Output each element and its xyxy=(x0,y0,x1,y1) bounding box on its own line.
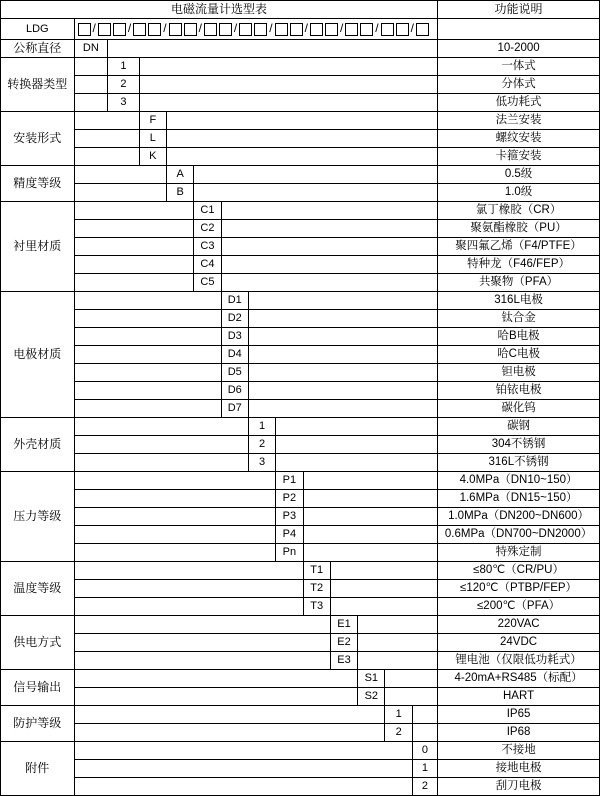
spacer xyxy=(139,94,437,112)
model-box xyxy=(325,23,338,36)
spacer xyxy=(358,652,438,670)
spacer xyxy=(74,292,221,310)
option-code: P1 xyxy=(276,472,303,490)
option-desc: 不接地 xyxy=(438,742,600,760)
option-desc: 一体式 xyxy=(438,58,600,76)
option-desc: 卡箍安装 xyxy=(438,148,600,166)
option-desc: 钛合金 xyxy=(438,310,600,328)
spacer xyxy=(248,310,437,328)
spacer xyxy=(74,634,330,652)
option-code: L xyxy=(139,130,166,148)
spacer xyxy=(303,544,438,562)
spacer xyxy=(74,706,385,724)
spacer xyxy=(385,670,438,688)
option-code: D3 xyxy=(221,328,248,346)
option-desc: 1.6MPa（DN15~150） xyxy=(438,490,600,508)
spacer xyxy=(74,58,108,76)
option-code: C1 xyxy=(194,202,221,220)
table-row xyxy=(1,706,600,724)
option-code: 2 xyxy=(385,724,412,742)
table-row xyxy=(1,742,600,760)
model-desc-blank xyxy=(438,19,600,40)
table-row xyxy=(1,382,600,400)
model-box xyxy=(254,23,267,36)
spacer xyxy=(276,436,438,454)
model-box xyxy=(360,23,373,36)
spacer xyxy=(248,292,437,310)
table-row xyxy=(1,328,600,346)
spacer xyxy=(139,76,437,94)
model-box xyxy=(133,23,146,36)
option-code: T2 xyxy=(303,580,330,598)
row-label: 附件 xyxy=(1,742,75,796)
spacer xyxy=(194,166,438,184)
table-row xyxy=(1,724,600,742)
option-desc: 碳化钨 xyxy=(438,400,600,418)
spacer xyxy=(248,400,437,418)
table-title-row xyxy=(1,1,600,19)
option-desc: 共聚物（PFA） xyxy=(438,274,600,292)
row-label: 外壳材质 xyxy=(1,418,75,472)
spacer xyxy=(139,58,437,76)
table-row xyxy=(1,400,600,418)
spacer xyxy=(74,274,194,292)
option-code: S1 xyxy=(358,670,385,688)
model-separator: / xyxy=(339,21,344,36)
model-box xyxy=(219,23,232,36)
row-label: 公称直径 xyxy=(1,40,75,58)
spacer xyxy=(248,346,437,364)
spacer xyxy=(385,688,438,706)
option-desc: 聚四氟乙烯（F4/PTFE） xyxy=(438,238,600,256)
row-label: 防护等级 xyxy=(1,706,75,742)
model-boxes-cell xyxy=(74,19,438,40)
row-label: 信号输出 xyxy=(1,670,75,706)
table-row xyxy=(1,220,600,238)
model-box xyxy=(381,23,394,36)
table-row xyxy=(1,634,600,652)
option-code: 2 xyxy=(412,778,437,796)
table-row xyxy=(1,688,600,706)
row-label: 衬里材质 xyxy=(1,202,75,292)
table-row xyxy=(1,94,600,112)
option-desc: 24VDC xyxy=(438,634,600,652)
option-desc: 锂电池（仅限低功耗式） xyxy=(438,652,600,670)
option-code: 3 xyxy=(248,454,275,472)
option-desc: 刮刀电极 xyxy=(438,778,600,796)
option-code: F xyxy=(139,112,166,130)
spacer xyxy=(74,454,248,472)
option-desc: 碳钢 xyxy=(438,418,600,436)
table-row xyxy=(1,490,600,508)
spacer xyxy=(74,112,139,130)
option-code: S2 xyxy=(358,688,385,706)
model-box xyxy=(239,23,252,36)
spacer xyxy=(166,112,437,130)
function-column-title: 功能说明 xyxy=(438,1,600,19)
option-code: E1 xyxy=(330,616,357,634)
row-label: 安装形式 xyxy=(1,112,75,166)
spacer xyxy=(74,382,221,400)
table-row xyxy=(1,364,600,382)
option-code: E2 xyxy=(330,634,357,652)
table-row xyxy=(1,58,600,76)
table-row xyxy=(1,346,600,364)
option-desc: IP68 xyxy=(438,724,600,742)
option-code: 0 xyxy=(412,742,437,760)
spacer xyxy=(248,328,437,346)
table-row xyxy=(1,526,600,544)
option-desc: 低功耗式 xyxy=(438,94,600,112)
table-row xyxy=(1,418,600,436)
option-desc: 10-2000 xyxy=(438,40,600,58)
model-separator: / xyxy=(269,21,273,36)
spacer xyxy=(194,184,438,202)
table-row xyxy=(1,256,600,274)
option-desc: 氯丁橡胶（CR） xyxy=(438,202,600,220)
table-row xyxy=(1,580,600,598)
option-code: 3 xyxy=(108,94,140,112)
option-desc: 316L不锈钢 xyxy=(438,454,600,472)
table-row xyxy=(1,508,600,526)
option-code: D2 xyxy=(221,310,248,328)
model-separator: / xyxy=(198,21,202,36)
model-box xyxy=(310,23,323,36)
option-desc: 哈C电极 xyxy=(438,346,600,364)
row-label: 压力等级 xyxy=(1,472,75,562)
table-row xyxy=(1,616,600,634)
table-row xyxy=(1,436,600,454)
option-desc: IP65 xyxy=(438,706,600,724)
spacer xyxy=(74,670,358,688)
table-row xyxy=(1,760,600,778)
spacer xyxy=(412,724,437,742)
spacer xyxy=(74,472,276,490)
model-box xyxy=(98,23,111,36)
spacer xyxy=(74,202,194,220)
option-code: T1 xyxy=(303,562,330,580)
spacer xyxy=(303,472,438,490)
model-string-row xyxy=(1,19,600,40)
option-code: P4 xyxy=(276,526,303,544)
option-desc: 螺纹安装 xyxy=(438,130,600,148)
option-desc: 316L电极 xyxy=(438,292,600,310)
row-label: 温度等级 xyxy=(1,562,75,616)
option-code: 1 xyxy=(108,58,140,76)
model-separator: / xyxy=(375,21,379,36)
table-row xyxy=(1,292,600,310)
option-code: T3 xyxy=(303,598,330,616)
option-desc: ≤80℃（CR/PU） xyxy=(438,562,600,580)
model-separator: / xyxy=(410,21,414,36)
table-row xyxy=(1,40,600,58)
option-desc: 0.6MPa（DN700~DN2000） xyxy=(438,526,600,544)
option-code: DN xyxy=(74,40,108,58)
option-desc: 1.0MPa（DN200~DN600） xyxy=(438,508,600,526)
spacer xyxy=(74,436,248,454)
table-row xyxy=(1,472,600,490)
option-code: D7 xyxy=(221,400,248,418)
spacer xyxy=(74,184,166,202)
table-row xyxy=(1,544,600,562)
model-box xyxy=(113,23,126,36)
model-box xyxy=(78,23,91,36)
spacer xyxy=(248,364,437,382)
table-row xyxy=(1,238,600,256)
model-box xyxy=(275,23,288,36)
spacer xyxy=(74,364,221,382)
row-label: 精度等级 xyxy=(1,166,75,202)
spacer xyxy=(74,328,221,346)
table-row xyxy=(1,148,600,166)
option-code: 1 xyxy=(412,760,437,778)
option-code: P3 xyxy=(276,508,303,526)
option-code: D6 xyxy=(221,382,248,400)
spacer xyxy=(221,238,438,256)
option-code: D5 xyxy=(221,364,248,382)
option-desc: 220VAC xyxy=(438,616,600,634)
table-row xyxy=(1,130,600,148)
option-desc: HART xyxy=(438,688,600,706)
model-separator: / xyxy=(92,21,96,36)
spacer xyxy=(330,580,437,598)
spacer xyxy=(358,634,438,652)
option-desc: 接地电极 xyxy=(438,760,600,778)
table-row xyxy=(1,274,600,292)
spacer xyxy=(74,490,276,508)
spacer xyxy=(74,418,248,436)
spacer xyxy=(74,238,194,256)
table-row xyxy=(1,310,600,328)
option-code: 2 xyxy=(248,436,275,454)
spacer xyxy=(412,706,437,724)
spacer xyxy=(74,76,108,94)
option-desc: 特种龙（F46/FEP） xyxy=(438,256,600,274)
spacer xyxy=(74,778,412,796)
table-row xyxy=(1,778,600,796)
option-desc: 4-20mA+RS485（标配） xyxy=(438,670,600,688)
option-desc: 分体式 xyxy=(438,76,600,94)
model-box xyxy=(148,23,161,36)
table-row xyxy=(1,76,600,94)
option-desc: ≤200℃（PFA） xyxy=(438,598,600,616)
table-row xyxy=(1,670,600,688)
model-box-sequence xyxy=(75,19,438,39)
spacer xyxy=(330,598,437,616)
spacer xyxy=(74,544,276,562)
spacer xyxy=(358,616,438,634)
model-box xyxy=(345,23,358,36)
table-row xyxy=(1,652,600,670)
spacer xyxy=(74,256,194,274)
model-prefix: LDG xyxy=(1,19,75,40)
model-box xyxy=(184,23,197,36)
option-code: 1 xyxy=(248,418,275,436)
option-code: C2 xyxy=(194,220,221,238)
option-code: D1 xyxy=(221,292,248,310)
spacer xyxy=(74,400,221,418)
model-box xyxy=(416,23,429,36)
table-row xyxy=(1,202,600,220)
option-code: B xyxy=(166,184,193,202)
spacer xyxy=(330,562,437,580)
option-desc: 哈B电极 xyxy=(438,328,600,346)
spacer xyxy=(276,418,438,436)
row-label: 转换器类型 xyxy=(1,58,75,112)
row-label: 供电方式 xyxy=(1,616,75,670)
table-row xyxy=(1,112,600,130)
spacer xyxy=(74,598,303,616)
spacer xyxy=(74,580,303,598)
spacer xyxy=(74,94,108,112)
model-separator: / xyxy=(233,21,238,36)
spacer xyxy=(74,616,330,634)
table-row xyxy=(1,166,600,184)
spacer xyxy=(221,256,438,274)
model-box xyxy=(290,23,303,36)
spacer xyxy=(303,490,438,508)
option-desc: 聚氨酯橡胶（PU） xyxy=(438,220,600,238)
spacer xyxy=(74,652,330,670)
spacer xyxy=(221,220,438,238)
table-row xyxy=(1,562,600,580)
spacer xyxy=(303,526,438,544)
model-separator: / xyxy=(127,21,132,36)
spacer xyxy=(74,220,194,238)
spacer xyxy=(166,130,437,148)
spacer xyxy=(221,274,438,292)
model-separator: / xyxy=(163,21,167,36)
spacer xyxy=(303,508,438,526)
option-desc: 0.5级 xyxy=(438,166,600,184)
option-code: K xyxy=(139,148,166,166)
spacer xyxy=(74,688,358,706)
spacer xyxy=(74,310,221,328)
row-label: 电极材质 xyxy=(1,292,75,418)
spacer xyxy=(74,148,139,166)
option-code: C4 xyxy=(194,256,221,274)
option-code: E3 xyxy=(330,652,357,670)
spacer xyxy=(221,202,438,220)
option-desc: 304不锈钢 xyxy=(438,436,600,454)
option-code: A xyxy=(166,166,193,184)
spacer xyxy=(74,166,166,184)
option-code: C5 xyxy=(194,274,221,292)
spacer xyxy=(276,454,438,472)
spacer xyxy=(74,562,303,580)
spacer xyxy=(74,742,412,760)
option-code: 1 xyxy=(385,706,412,724)
spacer xyxy=(108,40,438,58)
option-code: Pn xyxy=(276,544,303,562)
spacer xyxy=(74,508,276,526)
option-desc: 特殊定制 xyxy=(438,544,600,562)
spacer xyxy=(74,526,276,544)
table-row xyxy=(1,454,600,472)
spacer xyxy=(74,130,139,148)
model-box xyxy=(169,23,182,36)
option-code: 2 xyxy=(108,76,140,94)
option-code: C3 xyxy=(194,238,221,256)
table-row xyxy=(1,184,600,202)
spacer xyxy=(166,148,437,166)
option-code: P2 xyxy=(276,490,303,508)
model-separator: / xyxy=(304,21,308,36)
option-desc: 法兰安装 xyxy=(438,112,600,130)
option-desc: 钽电极 xyxy=(438,364,600,382)
spacer xyxy=(74,760,412,778)
spacer xyxy=(74,724,385,742)
model-box xyxy=(204,23,217,36)
option-desc: 4.0MPa（DN10~150） xyxy=(438,472,600,490)
spacer xyxy=(74,346,221,364)
option-desc: 铂铱电极 xyxy=(438,382,600,400)
option-desc: ≤120℃（PTBP/FEP） xyxy=(438,580,600,598)
model-box xyxy=(396,23,409,36)
spacer xyxy=(248,382,437,400)
table-row xyxy=(1,598,600,616)
option-desc: 1.0级 xyxy=(438,184,600,202)
option-code: D4 xyxy=(221,346,248,364)
table-title: 电磁流量计选型表 xyxy=(1,1,438,19)
